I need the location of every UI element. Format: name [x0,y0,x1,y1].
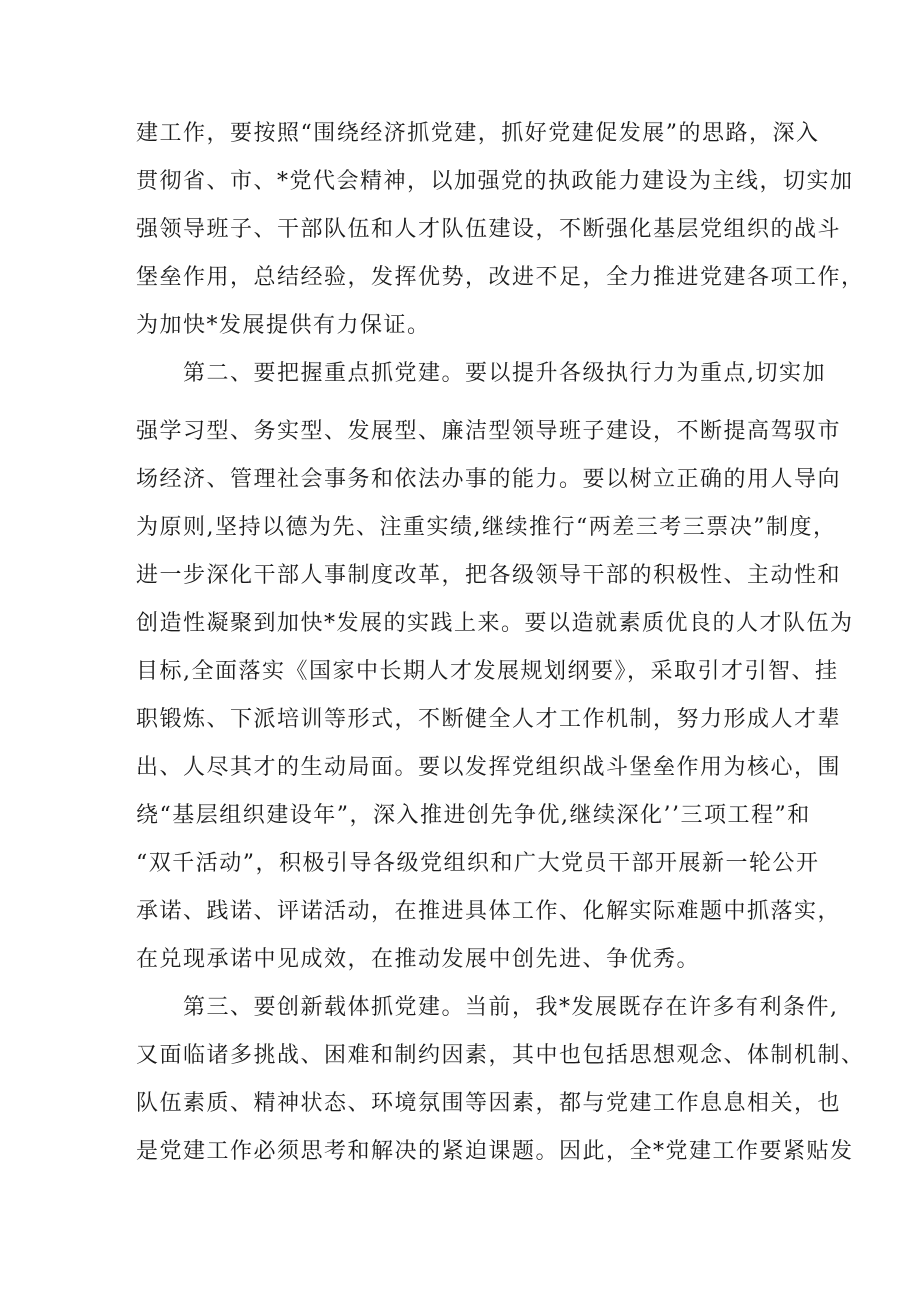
paragraph-first-line: 第三、要创新载体抓党建。当前，我*发展既存在许多有利条件, [183,995,839,1020]
text-line: 堡垒作用，总结经验，发挥优势，改进不足，全力推进党建各项工作， [136,265,865,290]
paragraph-first-line: 第二、要把握重点抓党建。要以提升各级执行力为重点,切实加 [183,361,826,386]
text-line: 在兑现承诺中见成效，在推动发展中创先进、争优秀。 [136,947,701,972]
text-line: “双千活动”，积极引导各级党组织和广大党员干部开展新一轮公开 [136,851,820,876]
text-line: 又面临诸多挑战、困难和制约因素，其中也包括思想观念、体制机制、 [136,1043,865,1068]
text-line: 为原则,坚持以德为先、注重实绩,继续推行“两差三考三票决”制度， [136,515,837,540]
text-line: 出、人尽其才的生动局面。要以发挥党组织战斗堡垒作用为核心，围 [136,755,842,780]
text-line: 绕“基层组织建设年”，深入推进创先争优,继续深化’’三项工程”和 [136,803,811,828]
text-line: 进一步深化干部人事制度改革，把各级领导干部的积极性、主动性和 [136,563,842,588]
text-line: 强领导班子、干部队伍和人才队伍建设，不断强化基层党组织的战斗 [136,217,842,242]
text-line: 队伍素质、精神状态、环境氛围等因素，都与党建工作息息相关，也 [136,1091,842,1116]
text-line: 强学习型、务实型、发展型、廉洁型领导班子建设，不断提高驾驭市 [136,419,842,444]
text-line: 建工作，要按照“围绕经济抓党建，抓好党建促发展”的思路，深入 [136,121,820,146]
text-line: 目标,全面落实《国家中长期人才发展规划纲要》，采取引才引智、挂 [136,659,839,684]
text-line: 为加快*发展提供有力保证。 [136,313,431,338]
text-line: 创造性凝聚到加快*发展的实践上来。要以造就素质优良的人才队伍为 [136,611,854,636]
text-line: 承诺、践诺、评诺活动，在推进具体工作、化解实际难题中抓落实， [136,899,842,924]
text-line: 职锻炼、下派培训等形式，不断健全人才工作机制，努力形成人才辈 [136,707,842,732]
text-line: 贯彻省、市、*党代会精神，以加强党的执政能力建设为主线，切实加 [136,169,854,194]
text-line: 场经济、管理社会事务和依法办事的能力。要以树立正确的用人导向 [136,467,842,492]
text-line: 是党建工作必须思考和解决的紧迫课题。因此，全*党建工作要紧贴发 [136,1139,854,1164]
